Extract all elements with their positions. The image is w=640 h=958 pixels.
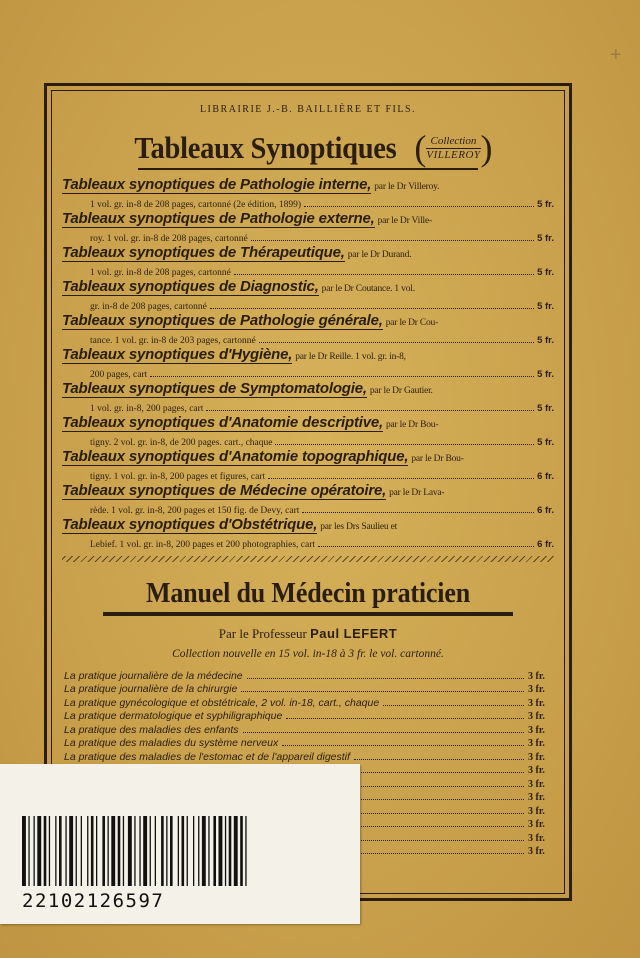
entry-description: Lebief. 1 vol. gr. in-8, 200 pages et 200 photographies, cart <box>90 540 316 550</box>
item-price: 3 fr. <box>528 670 545 682</box>
entry-description: roy. 1 vol. gr. in-8 de 208 pages, cartonné <box>90 234 248 244</box>
item-title: La pratique des maladies des enfants <box>64 723 239 736</box>
barcode-bar <box>219 816 223 886</box>
collection-name: VILLEROY <box>426 148 481 161</box>
synoptic-entry <box>62 448 554 482</box>
item-price: 3 fr. <box>528 792 545 803</box>
barcode-bar <box>111 816 115 886</box>
item-price: 3 fr. <box>528 805 545 817</box>
barcode-bar <box>49 816 50 886</box>
dot-leader <box>268 478 534 479</box>
barcode-bar <box>108 816 109 886</box>
entry-author: par le Dr Reille. 1 vol. gr. in-8, <box>295 352 406 362</box>
entry-author: par le Dr Durand. <box>347 250 412 260</box>
entry-description: tigny. 2 vol. gr. in-8, de 200 pages. cart., chaque <box>90 438 273 448</box>
dot-leader <box>234 274 534 275</box>
barcode-bar <box>118 816 121 886</box>
entry-description-line <box>62 263 554 278</box>
list-item <box>64 736 554 750</box>
dot-leader <box>275 444 534 445</box>
barcode-bar <box>198 816 199 886</box>
dot-leader <box>243 732 524 733</box>
entry-title: Tableaux synoptiques d'Obstétrique, <box>62 516 318 533</box>
synoptic-entry <box>62 278 554 312</box>
barcode-bar <box>44 816 47 886</box>
barcode-bar <box>234 816 238 886</box>
barcode-bar <box>59 816 62 886</box>
entry-title-line <box>62 516 554 535</box>
entry-description: gr. in-8 de 208 pages, cartonné <box>90 302 207 312</box>
item-price: 3 fr. <box>528 819 545 830</box>
entry-title-line <box>62 176 554 195</box>
entry-title: Tableaux synoptiques d'Anatomie topographique, <box>62 448 409 465</box>
item-title: La pratique dermatologique et syphiligraphique <box>64 710 283 722</box>
entry-description-line <box>62 433 554 448</box>
barcode-bar <box>139 816 140 886</box>
manual-rule <box>103 612 513 616</box>
collection-mark <box>414 130 492 166</box>
entry-author: par le Dr Gautier. <box>369 386 433 396</box>
author-line <box>62 626 554 642</box>
item-price: 3 fr. <box>528 738 545 749</box>
barcode-bar <box>102 816 105 886</box>
entry-price: 5 fr. <box>537 335 554 346</box>
pencil-mark: + <box>610 44 622 66</box>
barcode-bar <box>96 816 97 886</box>
barcode-bar <box>81 816 82 886</box>
entry-title-line <box>62 380 554 399</box>
synoptic-entry <box>62 516 554 550</box>
entry-title-line <box>62 448 554 467</box>
synoptic-entry <box>62 414 554 448</box>
list-item <box>64 709 554 723</box>
entry-title-line <box>62 482 554 501</box>
entry-price: 5 fr. <box>537 437 554 448</box>
list-item <box>64 682 554 696</box>
entry-author: par le Dr Lava- <box>389 488 445 498</box>
collection-label: Collection <box>430 134 477 147</box>
dot-leader <box>282 745 524 746</box>
entry-description: 1 vol. gr. in-8, 200 pages, cart <box>90 404 204 414</box>
entry-title: Tableaux synoptiques de Diagnostic, <box>62 278 319 295</box>
dot-leader <box>383 705 524 706</box>
entry-title: Tableaux synoptiques de Pathologie interne, <box>62 176 372 193</box>
entry-title: Tableaux synoptiques de Thérapeutique, <box>62 244 345 261</box>
entry-description-line <box>62 535 554 550</box>
barcode-bar <box>91 816 94 886</box>
barcode-bar <box>155 816 156 886</box>
entry-price: 5 fr. <box>537 233 554 244</box>
barcode-bar <box>193 816 194 886</box>
dot-leader <box>210 308 534 309</box>
entry-description: tance. 1 vol. gr. in-8 de 203 pages, cartonné <box>90 336 256 346</box>
barcode-bar <box>187 816 188 886</box>
barcode-bar <box>34 816 35 886</box>
barcode-bar <box>65 816 66 886</box>
synoptic-entry <box>62 210 554 244</box>
synoptic-entry <box>62 312 554 346</box>
list-item <box>64 749 554 763</box>
barcode-bar <box>76 816 77 886</box>
dot-leader <box>206 410 534 411</box>
barcode-bar <box>37 816 41 886</box>
entry-description: 1 vol. gr. in-8 de 208 pages, cartonné <box>90 268 231 278</box>
barcode-bar <box>245 816 246 886</box>
barcode-bar <box>225 816 226 886</box>
entry-price: 6 fr. <box>537 471 554 482</box>
barcode-bar <box>134 816 135 886</box>
title-rule <box>138 168 478 170</box>
entry-description-line <box>62 331 554 346</box>
synoptic-entry <box>62 482 554 516</box>
entry-price: 5 fr. <box>537 369 554 380</box>
synoptic-entry <box>62 244 554 278</box>
dot-leader <box>304 206 534 207</box>
entry-title: Tableaux synoptiques de Pathologie générale, <box>62 312 383 329</box>
item-title: La pratique journalière de la chirurgie <box>64 683 238 695</box>
wavy-divider <box>62 556 554 562</box>
dot-leader <box>318 546 534 547</box>
barcode-bar <box>28 816 29 886</box>
entry-price: 6 fr. <box>537 505 554 516</box>
entry-description: rède. 1 vol. gr. in-8, 200 pages et 150 fig. de Devy, cart <box>90 506 300 516</box>
dot-leader <box>241 691 524 692</box>
barcode-bar <box>170 816 173 886</box>
item-price: 3 fr. <box>528 697 545 709</box>
item-price: 3 fr. <box>528 778 545 790</box>
entry-description-line <box>62 229 554 244</box>
dot-leader <box>302 512 534 513</box>
item-price: 3 fr. <box>528 832 545 844</box>
list-item <box>64 668 554 682</box>
entry-description-line <box>62 297 554 312</box>
entry-price: 5 fr. <box>537 267 554 278</box>
entry-description-line <box>62 399 554 414</box>
open-paren: ( <box>414 128 427 168</box>
barcode-bar <box>182 816 185 886</box>
item-price: 3 fr. <box>528 684 545 695</box>
series-title: Tableaux Synoptiques <box>134 130 397 165</box>
author-prefix: Par le Professeur <box>218 626 307 641</box>
entry-price: 5 fr. <box>537 403 554 414</box>
item-price: 3 fr. <box>528 724 545 736</box>
barcode-bar <box>240 816 243 886</box>
item-price: 3 fr. <box>528 751 545 763</box>
author-name: Paul LEFERT <box>310 626 398 641</box>
item-title: La pratique gynécologique et obstétricale, 2 vol. in-18, cart., chaque <box>64 696 380 709</box>
dot-leader <box>354 759 524 760</box>
dot-leader <box>247 678 524 679</box>
entry-author: par le Dr Bou- <box>385 420 439 430</box>
barcode-bar <box>143 816 147 886</box>
dot-leader <box>259 342 534 343</box>
barcode-bar <box>161 816 164 886</box>
entry-title: Tableaux synoptiques de Médecine opératoire, <box>62 482 387 499</box>
entry-title: Tableaux synoptiques d'Anatomie descriptive, <box>62 414 383 431</box>
entry-title-line <box>62 414 554 433</box>
entry-title-line <box>62 312 554 331</box>
barcode-number: 22102126597 <box>22 890 165 912</box>
barcode-bar <box>150 816 151 886</box>
item-title: La pratique des maladies du système nerveux <box>64 737 279 749</box>
entry-description: 200 pages, cart <box>90 370 148 380</box>
barcode-bar <box>213 816 216 886</box>
dot-leader <box>150 376 534 377</box>
barcode-icon <box>22 816 338 886</box>
barcode-bar <box>208 816 209 886</box>
entry-price: 6 fr. <box>537 539 554 550</box>
entry-description: 1 vol. gr. in-8 de 208 pages, cartonné (2e édition, 1899) <box>90 200 302 210</box>
entry-description-line <box>62 365 554 380</box>
barcode-bar <box>55 816 56 886</box>
barcode-bar <box>123 816 124 886</box>
item-price: 3 fr. <box>528 711 545 722</box>
entry-title-line <box>62 210 554 229</box>
item-price: 3 fr. <box>528 846 545 857</box>
entry-author: par le Dr Coutance. 1 vol. <box>321 284 415 294</box>
entry-title-line <box>62 346 554 365</box>
entry-author: par le Dr Bou- <box>411 454 464 464</box>
synoptic-entry <box>62 346 554 380</box>
item-title: La pratique journalière de la médecine <box>64 669 243 682</box>
barcode-bar <box>178 816 179 886</box>
item-title: La pratique des maladies de l'estomac et de l'appareil digestif <box>64 750 350 763</box>
entry-title: Tableaux synoptiques de Symptomatologie, <box>62 380 367 397</box>
publisher-line: LIBRAIRIE J.-B. BAILLIÈRE ET FILS. <box>199 104 417 115</box>
entry-author: par le Dr Ville- <box>377 216 432 226</box>
dot-leader <box>286 718 524 719</box>
entry-title-line <box>62 244 554 263</box>
entry-description-line <box>62 501 554 516</box>
entry-author: par les Drs Saulieu et <box>320 522 398 532</box>
entry-title: Tableaux synoptiques de Pathologie externe, <box>62 210 375 227</box>
entry-title: Tableaux synoptiques d'Hygiène, <box>62 346 293 363</box>
close-paren: ) <box>480 128 493 168</box>
list-item <box>64 722 554 736</box>
synoptic-entry <box>62 380 554 414</box>
list-item <box>64 695 554 709</box>
series-title-row <box>62 128 554 168</box>
entry-author: par le Dr Villeroy. <box>374 182 440 192</box>
synoptic-entries <box>62 176 554 550</box>
barcode-bar <box>202 816 206 886</box>
barcode-bar <box>87 816 88 886</box>
entry-price: 5 fr. <box>537 199 554 210</box>
barcode-bar <box>128 816 132 886</box>
entry-title-line <box>62 278 554 297</box>
barcode-label <box>0 764 360 924</box>
collection-note: Collection nouvelle en 15 vol. in-18 à 3 fr. le vol. cartonné. <box>172 648 444 660</box>
manual-title: Manuel du Médecin praticien <box>145 578 471 609</box>
entry-description: tigny. 1 vol. gr. in-8, 200 pages et figures, cart <box>90 472 266 482</box>
synoptic-entry <box>62 176 554 210</box>
barcode-bar <box>69 816 73 886</box>
entry-description-line <box>62 195 554 210</box>
item-price: 3 fr. <box>528 765 545 776</box>
entry-price: 5 fr. <box>537 301 554 312</box>
barcode-bar <box>166 816 167 886</box>
entry-description-line <box>62 467 554 482</box>
barcode-bar <box>22 816 26 886</box>
entry-author: par le Dr Cou- <box>385 318 439 328</box>
catalog-content <box>62 96 554 857</box>
dot-leader <box>251 240 534 241</box>
barcode-bar <box>229 816 232 886</box>
